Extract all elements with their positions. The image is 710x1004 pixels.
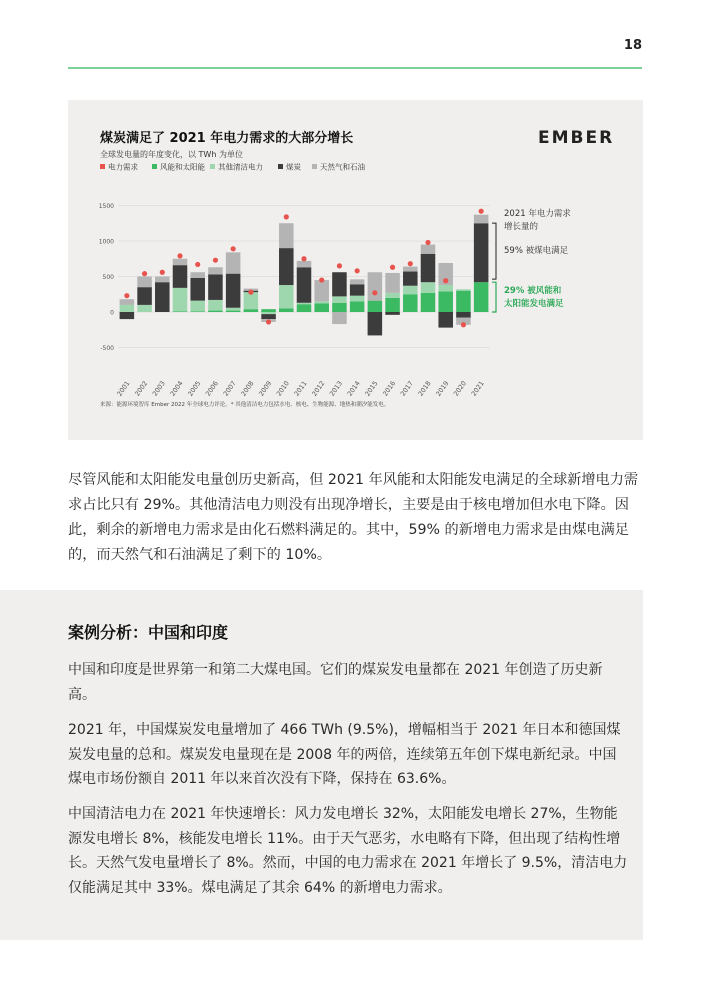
x-tick-label: 2012 <box>310 379 327 398</box>
bar-segment <box>261 309 276 312</box>
bar-segment <box>368 312 383 335</box>
annotation-demand-l2: 增长量的 <box>504 222 539 232</box>
bar-segment <box>456 289 471 290</box>
bar-segment <box>474 223 489 282</box>
bar-segment <box>368 301 383 312</box>
x-tick-label: 2014 <box>345 379 362 398</box>
bar-segment <box>120 299 135 305</box>
bar-segment <box>137 305 152 312</box>
chart-annotations <box>492 208 571 312</box>
bar-segment <box>438 285 453 291</box>
bar-segment <box>208 300 223 311</box>
bar-segment <box>314 303 329 312</box>
x-tick-label: 2013 <box>328 379 345 398</box>
bar-segment <box>456 312 471 318</box>
body-paragraph: 尽管风能和太阳能发电量创历史新高，但 2021 年风能和太阳能发电满足的全球新增电力需求占比只有 29%。其他清洁电力则没有出现净增长，主要是由于核电增加但水电下降。因此，剩余的新增电力需求是由化石燃料满足的。其中，59% 的新增电力需求是由煤电满足的，而天然气和石油满足了剩下的 10%。 <box>68 472 639 563</box>
bar-segment <box>314 301 329 303</box>
y-axis <box>99 203 114 352</box>
bar-segment <box>226 311 241 312</box>
x-tick-label: 2010 <box>274 379 291 398</box>
header-divider <box>68 67 642 69</box>
legend-swatch <box>210 164 215 169</box>
bar-segment <box>385 312 400 315</box>
demand-dot <box>337 263 342 268</box>
bar-segment <box>332 312 347 324</box>
x-tick-label: 2002 <box>133 379 150 398</box>
bar-segment <box>279 223 294 248</box>
bar-segment <box>297 261 312 267</box>
x-tick-label: 2006 <box>204 379 221 398</box>
y-tick-label: -500 <box>100 345 114 352</box>
y-tick-label: 500 <box>102 274 114 281</box>
x-tick-label: 2019 <box>434 379 451 398</box>
bar-segment <box>226 274 241 308</box>
bar-segment <box>403 294 418 312</box>
bar-segment <box>155 277 170 283</box>
x-tick-label: 2020 <box>452 379 469 398</box>
bar-segment <box>173 259 188 265</box>
bar-segment <box>350 301 365 312</box>
bar-segment <box>385 273 400 293</box>
bar-segment <box>332 272 347 296</box>
annotation-coal: 59% 被煤电满足 <box>504 246 569 256</box>
demand-dot <box>408 261 413 266</box>
bar-segment <box>244 309 259 312</box>
annotation-demand-l1: 2021 年电力需求 <box>504 209 571 219</box>
bar-segment <box>350 279 365 284</box>
x-tick-label: 2003 <box>150 379 167 398</box>
bars-group <box>120 215 489 336</box>
x-tick-label: 2008 <box>239 379 256 398</box>
case-study-paragraph-2: 2021 年，中国煤炭发电量增加了 466 TWh (9.5%)，增幅相当于 2021 年日本和德国煤炭发电量的总和。煤炭发电量现在是 2008 年的两倍，连续第五年创下煤电新纪录。中国煤电市场份额自 2011 年以来首次没有下降，保持在 63.6%。 <box>68 722 621 787</box>
x-tick-label: 2009 <box>257 379 274 398</box>
bar-segment <box>421 245 436 254</box>
bar-segment <box>173 311 188 312</box>
bar-segment <box>474 282 489 312</box>
chart-panel <box>68 100 643 440</box>
bar-segment <box>226 308 241 311</box>
bar-segment <box>261 312 276 314</box>
legend-label: 天然气和石油 <box>320 162 365 172</box>
legend-label: 其他清洁电力 <box>218 162 263 172</box>
demand-dot <box>425 240 430 245</box>
bar-segment <box>314 280 329 301</box>
demand-dot <box>479 209 484 214</box>
chart-title: 煤炭满足了 2021 年电力需求的大部分增长 <box>100 131 354 146</box>
demand-dot <box>195 262 200 267</box>
bar-segment <box>226 252 241 273</box>
bar-segment <box>297 304 312 312</box>
bar-segment <box>208 311 223 312</box>
x-tick-label: 2005 <box>186 379 203 398</box>
case-study-paragraph-1: 中国和印度是世界第一和第二大煤电国。它们的煤炭发电量都在 2021 年创造了历史新高。 <box>68 662 603 703</box>
x-tick-label: 2007 <box>221 379 238 398</box>
bar-segment <box>385 298 400 312</box>
bar-segment <box>456 291 471 312</box>
bar-segment <box>385 293 400 298</box>
y-tick-label: 1000 <box>98 238 114 246</box>
demand-dot <box>461 322 466 327</box>
bar-segment <box>474 215 489 224</box>
bar-segment <box>137 287 152 305</box>
demand-dot <box>248 290 253 295</box>
bar-segment <box>120 305 135 312</box>
legend-label: 电力需求 <box>108 162 138 172</box>
demand-dot <box>142 271 147 276</box>
demand-dot <box>390 265 395 270</box>
x-tick-label: 2016 <box>381 379 398 398</box>
demand-dot <box>443 278 448 283</box>
chart-svg <box>68 100 643 440</box>
annotation-wind-solar-l2: 太阳能发电满足 <box>504 299 564 309</box>
bar-segment <box>120 312 135 319</box>
demand-dot <box>177 253 182 258</box>
bar-segment <box>137 277 152 288</box>
bar-segment <box>421 254 436 282</box>
x-tick-label: 2015 <box>363 379 380 398</box>
bar-segment <box>421 293 436 312</box>
legend-label: 风能和太阳能 <box>160 162 205 172</box>
bar-segment <box>208 267 223 274</box>
wind-solar-bracket <box>492 282 496 312</box>
y-tick-label: 0 <box>110 309 114 317</box>
chart-legend <box>100 162 365 172</box>
bar-segment <box>403 286 418 295</box>
bar-segment <box>297 303 312 304</box>
bar-segment <box>190 301 205 312</box>
chart-subtitle: 全球发电量的年度变化，以 TWh 为单位 <box>100 150 243 159</box>
legend-label: 煤炭 <box>286 162 301 172</box>
bar-segment <box>173 288 188 311</box>
bar-segment <box>190 272 205 278</box>
ember-logo: EMBER <box>538 128 615 148</box>
svg-text:29% 被风能和 <box>504 285 562 296</box>
demand-dot <box>213 258 218 263</box>
case-study-paragraph-3: 中国清洁电力在 2021 年快速增长：风力发电增长 32%，太阳能发电增长 27%，生物能源发电增长 8%，核能发电增长 11%。由于天气恶劣，水电略有下降，但出现了结构性增长。天然气发电量增长了 8%。然而，中国的电力需求在 2021 年增长了 9.5%，清洁电力仅能满足其中 33%。煤电满足了其余 64% 的新增电力需求。 <box>68 806 628 896</box>
x-tick-label: 2011 <box>292 379 309 398</box>
x-tick-label: 2018 <box>416 379 433 398</box>
svg-text:59% 被煤电满足 <box>504 245 569 256</box>
x-tick-label: 2004 <box>168 379 185 398</box>
demand-dot <box>124 293 129 298</box>
x-tick-label: 2001 <box>115 379 132 398</box>
coal-bracket <box>492 223 496 279</box>
demand-dot <box>284 214 289 219</box>
bar-segment <box>438 291 453 312</box>
demand-dot <box>372 290 377 295</box>
annotation-wind-solar-l1: 29% 被风能和 <box>504 286 562 296</box>
bar-segment <box>279 285 294 308</box>
demand-dot <box>160 270 165 275</box>
bar-segment <box>261 314 276 319</box>
x-tick-label: 2017 <box>398 379 415 398</box>
page-number: 18 <box>623 38 642 53</box>
demand-dot <box>319 277 324 282</box>
bar-segment <box>208 274 223 300</box>
legend-swatch <box>278 164 283 169</box>
bar-segment <box>403 272 418 286</box>
svg-text:2021 年电力需求 <box>504 208 571 219</box>
y-tick-label: 1500 <box>98 203 114 210</box>
legend-swatch <box>100 164 105 169</box>
demand-dot <box>231 246 236 251</box>
bar-segment <box>297 267 312 303</box>
bar-segment <box>155 282 170 312</box>
chart-source: 来源：能源环境智库 Ember 2022 年全球电力评论。* 其他清洁电力包括水电、核电、生物能源、地热和潮汐能发电。 <box>100 402 390 408</box>
bar-segment <box>368 272 383 300</box>
bar-segment <box>279 308 294 312</box>
bar-segment <box>332 303 347 312</box>
demand-dot <box>355 268 360 273</box>
bar-segment <box>421 282 436 293</box>
bar-segment <box>438 312 453 328</box>
demand-dot <box>266 319 271 324</box>
bar-segment <box>190 311 205 312</box>
legend-swatch <box>152 164 157 169</box>
legend-swatch <box>312 164 317 169</box>
bar-segment <box>279 248 294 285</box>
svg-text:太阳能发电满足 <box>504 298 564 309</box>
bar-segment <box>350 284 365 295</box>
bar-segment <box>403 267 418 272</box>
bar-segment <box>350 296 365 302</box>
bar-segment <box>190 278 205 301</box>
demand-dot <box>301 256 306 261</box>
bar-segment <box>332 296 347 302</box>
bar-segment <box>173 265 188 288</box>
x-axis <box>115 380 485 398</box>
x-tick-label: 2021 <box>469 379 486 398</box>
svg-text:增长量的 <box>504 221 539 232</box>
case-study-title: 案例分析：中国和印度 <box>68 623 229 642</box>
